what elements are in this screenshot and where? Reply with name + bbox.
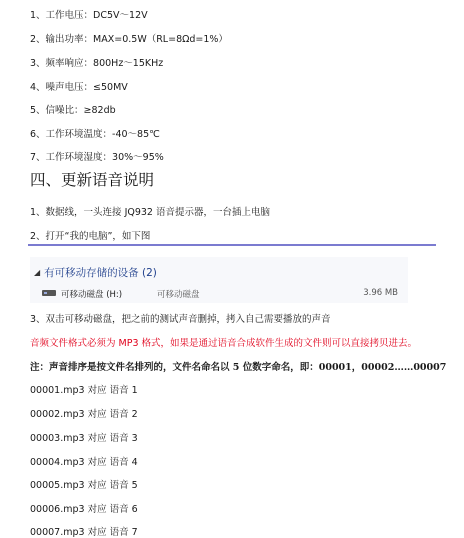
device-group-header[interactable]	[34, 265, 157, 280]
step-line-1: 1、数据线，一头连接 JQ932 语音提示器，一台插上电脑	[30, 207, 270, 218]
file-mapping-5: 00005.mp3 对应 语音 5	[30, 480, 138, 491]
file-mapping-2: 00002.mp3 对应 语音 2	[30, 409, 138, 420]
drive-icon	[42, 290, 56, 296]
file-mapping-1: 00001.mp3 对应 语音 1	[30, 385, 138, 396]
section-divider	[28, 244, 436, 246]
device-group-label: 有可移动存储的设备 (2)	[44, 267, 157, 279]
mp3-format-warning: 音频文件格式必须为 MP3 格式，如果是通过语音合成软件生成的文件则可以直接拷贝进去。	[30, 338, 418, 349]
spec-line-2: 2、输出功率：MAX=0.5W（RL=8Ωd=1%）	[30, 34, 228, 45]
drive-name: 可移动磁盘 (H:)	[61, 290, 123, 300]
file-mapping-4: 00004.mp3 对应 语音 4	[30, 457, 138, 468]
step-line-2: 2、打开“我的电脑”，如下图	[30, 231, 151, 242]
section-title: 四、更新语音说明	[30, 171, 155, 189]
device-panel	[30, 257, 408, 303]
spec-line-4: 4、噪声电压：≤50MV	[30, 82, 128, 93]
file-naming-note: 注：声音排序是按文件名排列的，文件名命名以 5 位数字命名，即：00001，00002……00007	[30, 362, 447, 373]
spec-line-1: 1、工作电压：DC5V～12V	[30, 10, 148, 21]
drive-size: 3.96 MB	[363, 288, 398, 298]
file-mapping-3: 00003.mp3 对应 语音 3	[30, 433, 138, 444]
drive-type: 可移动磁盘	[157, 290, 200, 300]
file-mapping-7: 00007.mp3 对应 语音 7	[30, 527, 138, 538]
removable-drive-row[interactable]	[42, 287, 408, 301]
collapse-chevron-icon[interactable]: ◢	[34, 268, 41, 277]
spec-line-6: 6、工作环境温度：-40～85℃	[30, 129, 160, 140]
spec-line-7: 7、工作环境湿度：30%～95%	[30, 152, 164, 163]
file-mapping-6: 00006.mp3 对应 语音 6	[30, 504, 138, 515]
spec-line-5: 5、信噪比：≥82db	[30, 105, 116, 116]
spec-line-3: 3、频率响应：800Hz～15KHz	[30, 58, 164, 69]
step-line-3: 3、双击可移动磁盘，把之前的测试声音删掉，拷入自己需要播放的声音	[30, 314, 331, 325]
